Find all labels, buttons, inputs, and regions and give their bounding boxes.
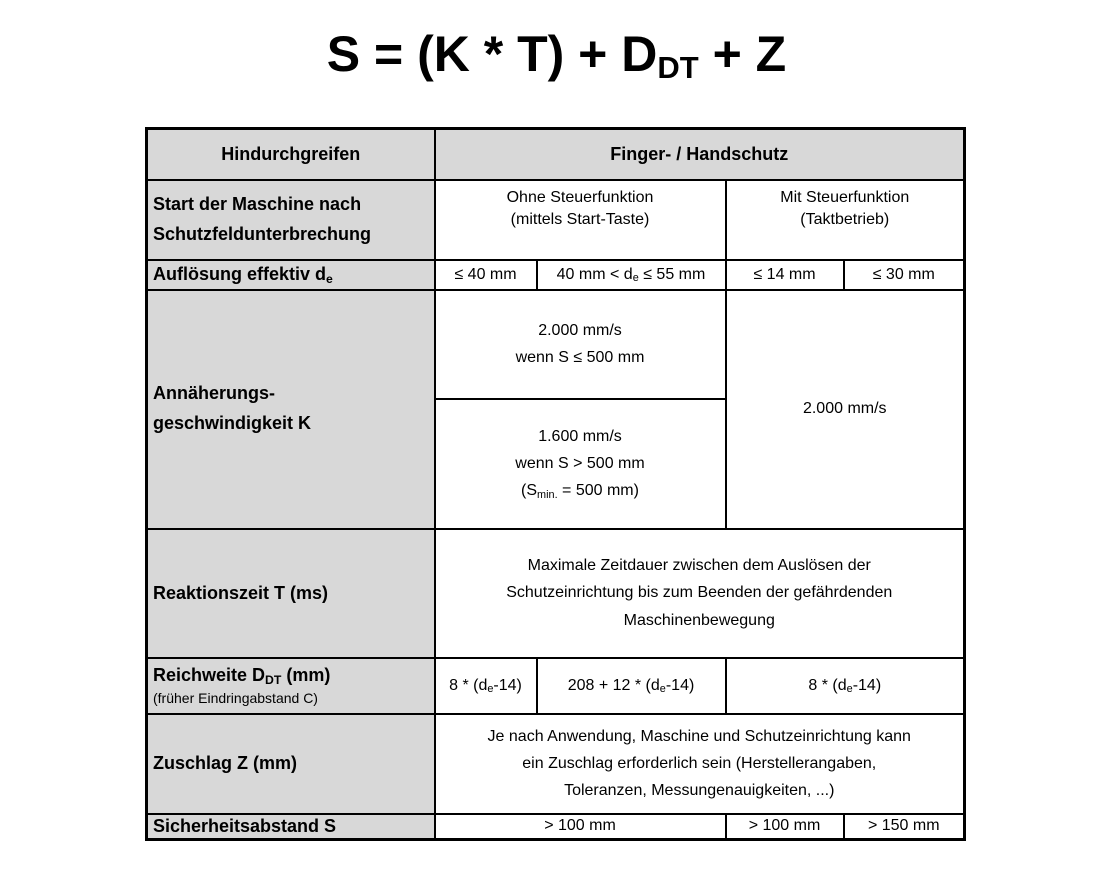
label-reichweite-sub: DT <box>265 672 282 687</box>
row-sicherheitsabstand <box>147 814 965 840</box>
cell-aufloesung-40mm: ≤ 40 mm <box>435 260 537 290</box>
cell-aufloesung-30mm: ≤ 30 mm <box>844 260 965 290</box>
cell-k-2000-ohne-line2: wenn S ≤ 500 mm <box>515 349 645 366</box>
cell-reichweite-formel-2-pre: 208 + 12 * (d <box>567 676 660 694</box>
cell-aufloesung-40-55mm <box>537 260 726 290</box>
row-aufloesung <box>147 260 965 290</box>
label-aufloesung-text: Auflösung effektiv d <box>153 264 327 284</box>
header-cell-finger-handschutz: Finger- / Handschutz <box>435 129 965 180</box>
label-maschinenstart <box>147 180 435 260</box>
label-reichweite <box>147 658 435 714</box>
cell-zuschlag-line3: Toleranzen, Messungenauigkeiten, ...) <box>564 782 835 800</box>
row-reaktionszeit <box>147 529 965 658</box>
row-zuschlag <box>147 714 965 814</box>
cell-zuschlag-line1: Je nach Anwendung, Maschine und Schutzeinrichtung kann <box>487 727 911 745</box>
cell-aufloesung-40-55mm-pre: 40 mm < d <box>556 265 633 283</box>
label-annaeherungsgeschwindigkeit-line1: Annäherungs- <box>153 383 276 404</box>
label-reichweite-note: (früher Eindringabstand C) <box>153 690 318 707</box>
label-reichweite-pre: Reichweite D <box>153 664 266 685</box>
formula-pre: S = (K * T) + D <box>326 26 658 82</box>
cell-reichweite-formel-3-pre: 8 * (d <box>808 676 847 694</box>
cell-k-2000-ohne-line1: 2.000 mm/s <box>538 321 622 339</box>
cell-aufloesung-40-55mm-post: ≤ 55 mm <box>638 265 706 283</box>
label-sicherheitsabstand: Sicherheitsabstand S <box>147 814 435 840</box>
cell-reichweite-formel-2-sub: e <box>659 683 666 696</box>
formula-title <box>0 24 1113 84</box>
cell-mit-steuerfunktion <box>726 180 965 260</box>
cell-k-1600-ohne-line2: wenn S > 500 mm <box>515 454 645 472</box>
cell-aufloesung-40-55mm-sub: e <box>632 272 639 285</box>
row-reichweite <box>147 658 965 714</box>
cell-reichweite-formel-1-pre: 8 * (d <box>449 676 488 694</box>
cell-reichweite-formel-2 <box>537 658 726 714</box>
cell-reichweite-formel-1-sub: e <box>487 683 494 696</box>
label-reichweite-post: (mm) <box>281 664 331 685</box>
cell-zuschlag-beschreibung <box>435 714 965 814</box>
cell-ohne-steuerfunktion-line2: (mittels Start-Taste) <box>510 210 650 228</box>
cell-k-1600-ohne-line3 <box>438 477 723 504</box>
cell-reichweite-formel-2-post: -14) <box>665 676 695 694</box>
formula-post: + Z <box>698 26 787 82</box>
label-maschinenstart-line1: Start der Maschine nach <box>153 193 362 214</box>
cell-reichweite-formel-3-post: -14) <box>852 676 882 694</box>
cell-reichweite-formel-3-sub: e <box>846 683 853 696</box>
row-annaeherungsgeschwindigkeit-oben <box>147 290 965 399</box>
cell-k-1600-smin-sub: min. <box>537 488 558 501</box>
label-reaktionszeit: Reaktionszeit T (ms) <box>147 529 435 658</box>
label-reichweite-main <box>153 664 430 687</box>
cell-aufloesung-14mm: ≤ 14 mm <box>726 260 844 290</box>
cell-k-1600-ohne <box>435 399 726 529</box>
cell-reaktionszeit-beschreibung <box>435 529 965 658</box>
label-aufloesung-subscript: e <box>326 272 333 287</box>
cell-reichweite-formel-1-post: -14) <box>493 676 522 694</box>
header-row <box>147 129 965 180</box>
cell-zuschlag-line2: ein Zuschlag erforderlich sein (Herstellerangaben, <box>522 754 877 772</box>
cell-mit-steuerfunktion-line2: (Taktbetrieb) <box>800 210 890 228</box>
cell-sicherheitsabstand-100mm-b: > 100 mm <box>726 814 844 840</box>
cell-k-1600-smin-post: = 500 mm) <box>557 482 639 500</box>
cell-reaktionszeit-line1: Maximale Zeitdauer zwischen dem Auslösen der <box>527 557 871 575</box>
label-maschinenstart-line2: Schutzfeldunterbrechung <box>153 223 372 244</box>
safety-distance-table <box>145 127 966 841</box>
label-zuschlag: Zuschlag Z (mm) <box>147 714 435 814</box>
cell-mit-steuerfunktion-line1: Mit Steuerfunktion <box>780 188 910 206</box>
label-annaeherungsgeschwindigkeit <box>147 290 435 529</box>
cell-ohne-steuerfunktion <box>435 180 726 260</box>
cell-reichweite-formel-1 <box>435 658 537 714</box>
cell-k-1600-ohne-line1: 1.600 mm/s <box>538 427 622 445</box>
cell-k-2000-mit: 2.000 mm/s <box>726 290 965 529</box>
formula-subscript-dt: DT <box>657 50 699 86</box>
cell-reichweite-formel-3 <box>726 658 965 714</box>
cell-reaktionszeit-line3: Maschinenbewegung <box>623 611 775 629</box>
label-annaeherungsgeschwindigkeit-line2: geschwindigkeit K <box>153 413 312 433</box>
label-aufloesung <box>147 260 435 290</box>
cell-reaktionszeit-line2: Schutzeinrichtung bis zum Beenden der gefährdenden <box>506 584 893 602</box>
header-cell-hindurchgreifen: Hindurchgreifen <box>147 129 435 180</box>
cell-sicherheitsabstand-150mm: > 150 mm <box>844 814 965 840</box>
cell-k-1600-smin-pre: (S <box>521 482 538 500</box>
cell-sicherheitsabstand-100mm-a: > 100 mm <box>435 814 726 840</box>
cell-k-2000-ohne <box>435 290 726 399</box>
row-maschinenstart <box>147 180 965 260</box>
cell-ohne-steuerfunktion-line1: Ohne Steuerfunktion <box>506 188 654 206</box>
